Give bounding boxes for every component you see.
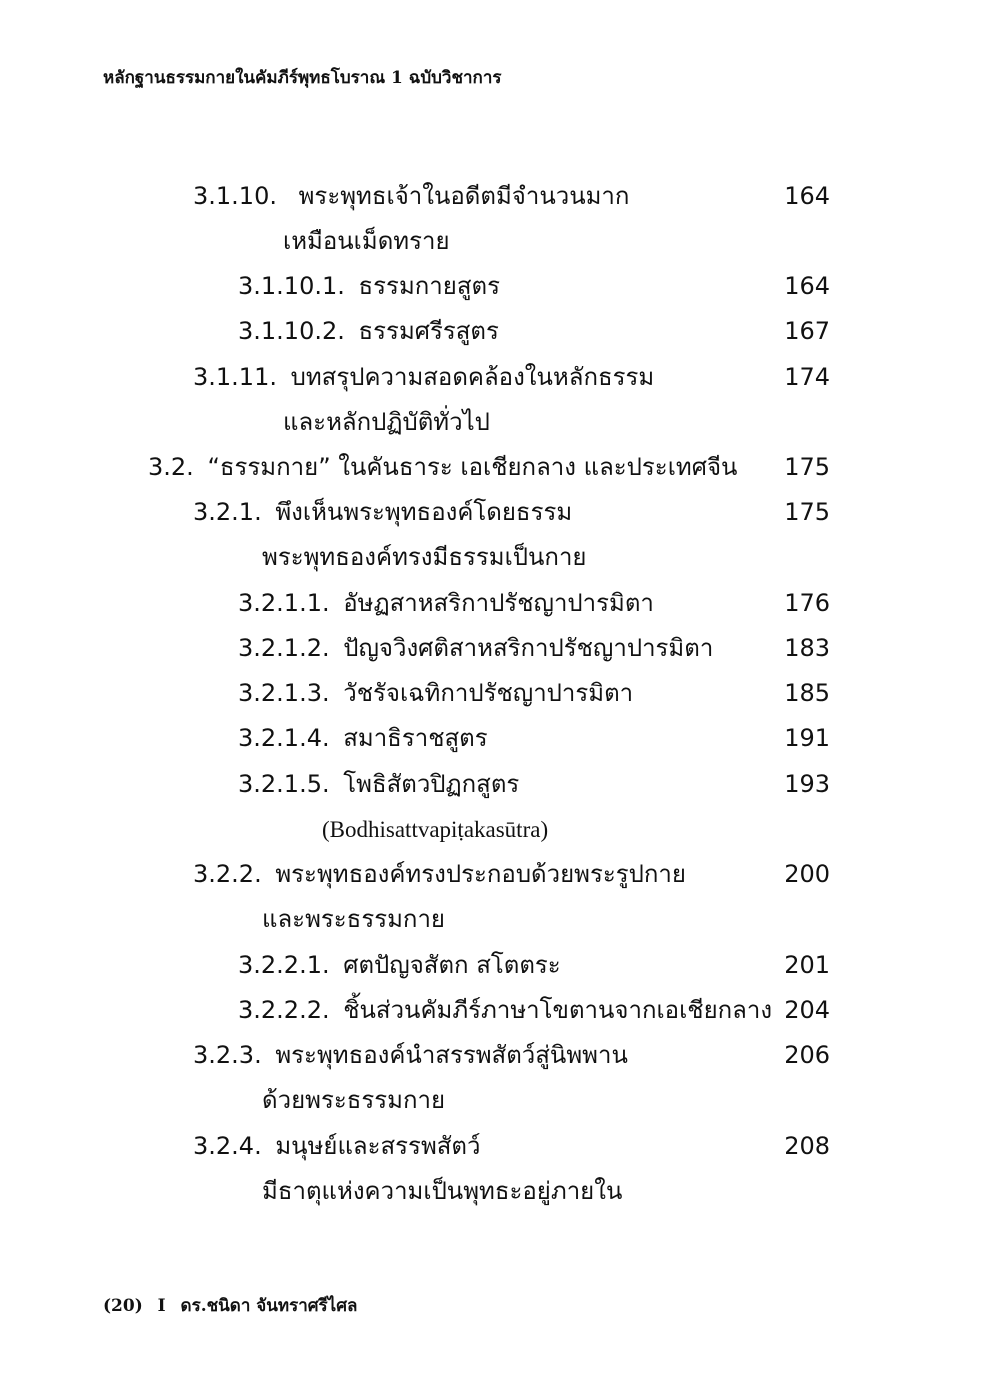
toc-entry-number: 3.2.1.4. (238, 724, 330, 752)
toc-entry-3-2-2-2 (238, 988, 772, 1033)
toc-entry-3-2-4 (193, 1124, 480, 1169)
toc-entry-page: 175 (784, 453, 830, 481)
toc-entry-continuation: พระพุทธองค์ทรงมีธรรมเป็นกาย (262, 543, 587, 571)
toc-entry-page: 164 (784, 272, 830, 300)
toc-entry-3-2-2 (193, 852, 686, 897)
toc-entry-3-2-1 (193, 490, 572, 535)
running-header: หลักฐานธรรมกายในคัมภีร์พุทธโบราณ 1 ฉบับวิชาการ (103, 68, 502, 88)
toc-entry-number: 3.1.10.2. (238, 317, 345, 345)
toc-entry-page: 175 (784, 498, 830, 526)
toc-entry-number: 3.2.2.2. (238, 996, 330, 1024)
toc-entry-3-1-10 (193, 174, 629, 219)
toc-entry-title: มนุษย์และสรรพสัตว์ (275, 1132, 481, 1160)
toc-entry-continuation: เหมือนเม็ดทราย (283, 227, 450, 255)
toc-entry-page: 164 (784, 182, 830, 210)
toc-entry-3-2-3 (193, 1033, 628, 1078)
toc-entry-page: 183 (784, 634, 830, 662)
toc-entry-title: ศตปัญจสัตก สโตตระ (343, 951, 561, 979)
page-footer (103, 1292, 357, 1319)
toc-entry-page: 185 (784, 679, 830, 707)
toc-entry-page: 201 (784, 951, 830, 979)
toc-entry-3-2 (148, 445, 737, 490)
toc-entry-title: โพธิสัตวปิฏกสูตร (343, 770, 520, 798)
toc-entry-page: 174 (784, 363, 830, 391)
toc-entry-page: 167 (784, 317, 830, 345)
toc-entry-3-2-1-1 (238, 581, 654, 626)
toc-entry-title: ปัญจวิงศติสาหสริกาปรัชญาปารมิตา (343, 634, 714, 662)
toc-entry-latin-title: (Bodhisattvapiṭakasūtra) (322, 817, 549, 842)
toc-entry-3-1-10-1 (238, 264, 500, 309)
toc-entry-page: 200 (784, 860, 830, 888)
toc-entry-title: บทสรุปความสอดคล้องในหลักธรรม (290, 363, 655, 391)
toc-entry-3-1-10-2 (238, 309, 499, 354)
toc-entry-number: 3.2.1. (193, 498, 262, 526)
toc-entry-number: 3.1.10. (193, 182, 277, 210)
toc-entry-title: พระพุทธองค์ทรงประกอบด้วยพระรูปกาย (275, 860, 686, 888)
toc-entry-number: 3.1.11. (193, 363, 277, 391)
toc-entry-3-1-11 (193, 355, 654, 400)
toc-entry-number: 3.2.2.1. (238, 951, 330, 979)
toc-entry-title: ธรรมศรีรสูตร (358, 317, 499, 345)
toc-entry-3-2-2-1 (238, 943, 561, 988)
toc-entry-page: 193 (784, 770, 830, 798)
toc-entry-page: 206 (784, 1041, 830, 1069)
toc-entry-title: ชิ้นส่วนคัมภีร์ภาษาโขตานจากเอเชียกลาง (343, 996, 773, 1024)
footer-separator: I (157, 1296, 166, 1316)
toc-entry-3-2-1-5 (238, 762, 519, 807)
toc-entry-continuation: ด้วยพระธรรมกาย (262, 1086, 446, 1114)
toc-entry-3-2-1-2 (238, 626, 713, 671)
toc-entry-continuation: และหลักปฏิบัติทั่วไป (283, 408, 490, 436)
toc-entry-title: วัชรัจเฉทิกาปรัชญาปารมิตา (343, 679, 634, 707)
toc-entry-page: 176 (784, 589, 830, 617)
toc-entry-page: 204 (784, 996, 830, 1024)
toc-entry-title: พึงเห็นพระพุทธองค์โดยธรรม (275, 498, 573, 526)
toc-entry-number: 3.2.1.2. (238, 634, 330, 662)
toc-entry-title: อัษฏสาหสริกาปรัชญาปารมิตา (343, 589, 654, 617)
toc-entry-number: 3.2.1.1. (238, 589, 330, 617)
toc-entry-3-2-1-3 (238, 671, 633, 716)
toc-entry-title: ธรรมกายสูตร (358, 272, 500, 300)
toc-entry-number: 3.1.10.1. (238, 272, 345, 300)
toc-entry-continuation: และพระธรรมกาย (262, 905, 445, 933)
toc-entry-3-2-1-4 (238, 716, 488, 761)
toc-entry-page: 191 (784, 724, 830, 752)
toc-entry-number: 3.2.4. (193, 1132, 262, 1160)
toc-entry-number: 3.2.3. (193, 1041, 262, 1069)
footer-author: ดร.ชนิดา จันทราศรีไศล (180, 1296, 358, 1316)
toc-entry-title: พระพุทธองค์นำสรรพสัตว์สู่นิพพาน (275, 1041, 628, 1069)
toc-entry-number: 3.2.1.5. (238, 770, 330, 798)
toc-entry-number: 3.2.2. (193, 860, 262, 888)
toc-entry-number: 3.2. (148, 453, 194, 481)
toc-entry-title: พระพุทธเจ้าในอดีตมีจำนวนมาก (298, 182, 630, 210)
toc-entry-title: สมาธิราชสูตร (343, 724, 488, 752)
toc-entry-title: “ธรรมกาย” ในคันธาระ เอเชียกลาง และประเทศจีน (207, 453, 738, 481)
toc-entry-page: 208 (784, 1132, 830, 1160)
toc-entry-number: 3.2.1.3. (238, 679, 330, 707)
toc-entry-continuation: มีธาตุแห่งความเป็นพุทธะอยู่ภายใน (262, 1177, 623, 1205)
footer-page-number: (20) (103, 1296, 143, 1316)
